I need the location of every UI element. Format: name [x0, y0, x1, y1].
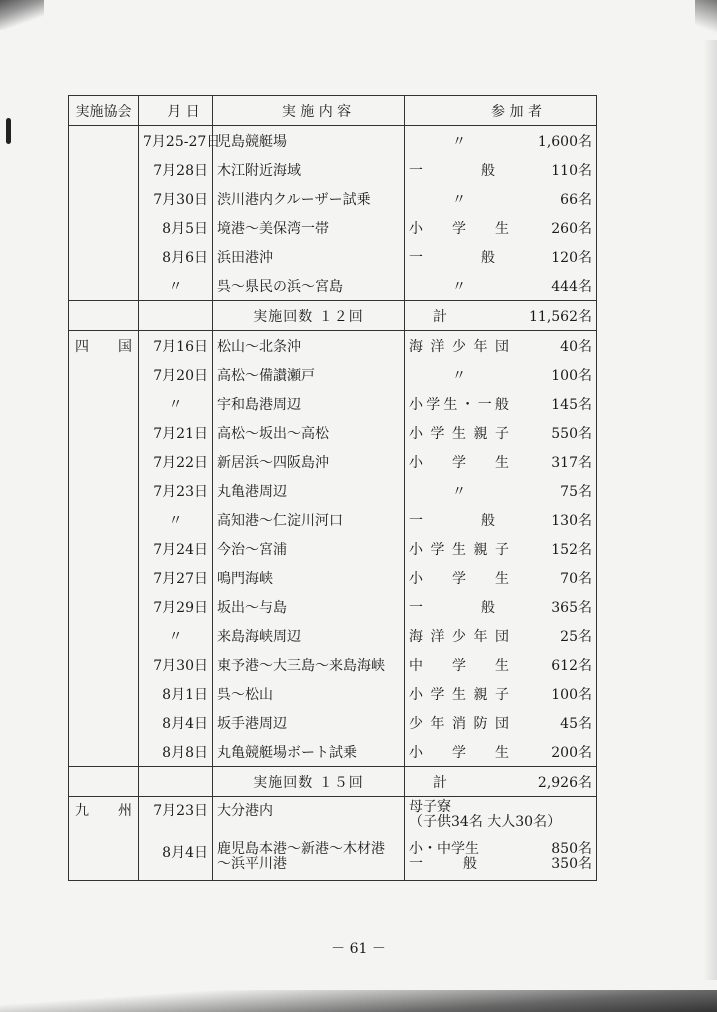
participants-count: 145名	[551, 396, 592, 413]
participants-count: 110名	[551, 162, 592, 179]
participants-cell	[405, 797, 597, 837]
participants-count: 75名	[560, 483, 592, 500]
total-sum-value: 2,926名	[537, 774, 592, 791]
total-sum-cell	[405, 767, 597, 797]
total-sum-value: 11,562名	[529, 308, 592, 325]
content-cell: 浜田港沖	[213, 242, 405, 271]
region-cell	[69, 389, 139, 418]
participants-cell	[405, 242, 597, 271]
content-line: ～浜平川港	[217, 856, 287, 872]
date-cell: 8月6日	[139, 242, 213, 271]
participants-cell	[405, 184, 597, 213]
content-cell: 呉～松山	[213, 679, 405, 708]
participants-cell	[405, 389, 597, 418]
participants-category: 海洋少年団	[409, 628, 509, 645]
region-cell	[69, 592, 139, 621]
region-cell	[69, 126, 139, 156]
participants-count: 45名	[560, 715, 592, 732]
date-cell: 〃	[139, 389, 213, 418]
participants-cell	[405, 592, 597, 621]
table-row	[69, 621, 597, 650]
region-cell	[69, 184, 139, 213]
date-cell: 8月4日	[139, 836, 213, 881]
participants-count: 152名	[551, 541, 592, 558]
participants-count: 120名	[551, 249, 592, 266]
content-cell: 高松～坂出～高松	[213, 418, 405, 447]
participants-count: 25名	[560, 628, 592, 645]
date-cell: 7月24日	[139, 534, 213, 563]
total-sum-label: 計	[433, 308, 447, 325]
table-body-shikoku	[69, 331, 597, 797]
participants-category: 一般	[409, 162, 495, 179]
date-cell: 〃	[139, 271, 213, 301]
participants-cell	[405, 360, 597, 389]
date-cell: 8月1日	[139, 679, 213, 708]
table-row	[69, 213, 597, 242]
region-cell: 四 国	[69, 331, 139, 361]
date-cell: 7月30日	[139, 650, 213, 679]
table-row	[69, 563, 597, 592]
participants-category: 小学生親子	[409, 425, 509, 442]
scan-shadow-bottom	[0, 990, 717, 1012]
table-row	[69, 797, 597, 837]
table-row	[69, 331, 597, 361]
participants-category: 〃	[452, 278, 466, 295]
participants-category: 一般	[409, 512, 495, 529]
table-header-row	[69, 96, 597, 126]
participants-category: 小学生	[409, 570, 509, 587]
date-cell: 7月21日	[139, 418, 213, 447]
event-table	[68, 95, 597, 881]
content-line: 鹿児島本港～新港～木材港	[217, 841, 385, 857]
content-cell: 東予港～大三島～来島海峡	[213, 650, 405, 679]
participants-cell	[405, 331, 597, 361]
participants-category: 〃	[452, 483, 466, 500]
participants-category: 〃	[452, 133, 466, 150]
table-row	[69, 184, 597, 213]
date-cell: 7月22日	[139, 447, 213, 476]
region-cell	[69, 650, 139, 679]
content-cell: 児島競艇場	[213, 126, 405, 156]
scan-shadow-right	[703, 40, 717, 980]
region-cell	[69, 242, 139, 271]
content-cell: 高知港～仁淀川河口	[213, 505, 405, 534]
content-cell: 今治～宮浦	[213, 534, 405, 563]
region-cell	[69, 301, 139, 331]
participants-count: 350名	[551, 856, 592, 872]
table-row	[69, 708, 597, 737]
participants-cell	[405, 155, 597, 184]
participants-count: 1,600名	[537, 133, 592, 150]
table-row	[69, 505, 597, 534]
content-cell: 宇和島港周辺	[213, 389, 405, 418]
participants-cell	[405, 213, 597, 242]
region-cell	[69, 213, 139, 242]
region-cell	[69, 418, 139, 447]
content-cell: 坂出～与島	[213, 592, 405, 621]
content-cell: 鳴門海峡	[213, 563, 405, 592]
region-cell	[69, 836, 139, 881]
region-cell	[69, 360, 139, 389]
table-row	[69, 534, 597, 563]
participants-count: 100名	[551, 686, 592, 703]
participants-count: 70名	[560, 570, 592, 587]
content-cell: 木江附近海域	[213, 155, 405, 184]
participants-cell	[405, 534, 597, 563]
date-cell: 7月27日	[139, 563, 213, 592]
content-cell: 松山～北条沖	[213, 331, 405, 361]
content-cell: 境港～美保湾一帯	[213, 213, 405, 242]
participants-count: 550名	[551, 425, 592, 442]
table-row	[69, 447, 597, 476]
date-cell: 8月4日	[139, 708, 213, 737]
region-cell	[69, 505, 139, 534]
content-cell: 高松～備讃瀬戸	[213, 360, 405, 389]
participants-category: 小学生・一般	[409, 396, 509, 413]
content-cell	[213, 836, 405, 881]
participants-count: 100名	[551, 367, 592, 384]
date-cell: 8月5日	[139, 213, 213, 242]
table-body-kyushu	[69, 797, 597, 881]
table-row	[69, 836, 597, 881]
region-cell	[69, 563, 139, 592]
table-row	[69, 155, 597, 184]
content-cell: 呉～県民の浜～宮島	[213, 271, 405, 301]
date-cell: 7月28日	[139, 155, 213, 184]
participants-category: 小学生親子	[409, 686, 509, 703]
table-row	[69, 126, 597, 156]
scan-punch-mark	[6, 118, 11, 144]
participants-cell	[405, 271, 597, 301]
page-number: － 61 －	[331, 941, 386, 957]
participants-count: 200名	[551, 744, 592, 761]
total-row	[69, 301, 597, 331]
date-cell: 7月20日	[139, 360, 213, 389]
participants-cell	[405, 563, 597, 592]
region-cell	[69, 155, 139, 184]
participants-category: 一般	[409, 249, 495, 266]
participants-category: 小学生	[409, 220, 509, 237]
participants-cell	[405, 621, 597, 650]
date-cell: 〃	[139, 621, 213, 650]
header-association: 実施協会	[69, 96, 139, 126]
participants-line: （子供34名 大人30名）	[409, 814, 562, 830]
total-sum-label: 計	[433, 774, 447, 791]
content-cell: 坂手港周辺	[213, 708, 405, 737]
date-cell	[139, 301, 213, 331]
region-cell	[69, 447, 139, 476]
date-cell: 7月25-27日	[139, 126, 213, 156]
region-cell	[69, 534, 139, 563]
participants-category: 〃	[452, 367, 466, 384]
date-cell: 〃	[139, 505, 213, 534]
participants-category: 少年消防団	[409, 715, 509, 732]
participants-cell	[405, 836, 597, 881]
table-row	[69, 476, 597, 505]
header-date: 月 日	[139, 96, 213, 126]
participants-count: 40名	[560, 338, 592, 355]
participants-cell	[405, 650, 597, 679]
scan-shadow-top-right	[695, 0, 717, 40]
date-cell: 7月16日	[139, 331, 213, 361]
table-row	[69, 242, 597, 271]
date-cell: 7月29日	[139, 592, 213, 621]
region-cell	[69, 621, 139, 650]
table-row	[69, 592, 597, 621]
header-participants: 参 加 者	[405, 96, 597, 126]
participants-category: 一般	[409, 599, 495, 616]
date-cell: 7月30日	[139, 184, 213, 213]
participants-count: 130名	[551, 512, 592, 529]
content-cell: 新居浜～四阪島沖	[213, 447, 405, 476]
header-content: 実 施 内 容	[213, 96, 405, 126]
date-cell: 7月23日	[139, 476, 213, 505]
participants-count: 850名	[551, 841, 592, 857]
table-row	[69, 650, 597, 679]
total-count-label: 実施回数 １２回	[213, 301, 405, 331]
table-row	[69, 418, 597, 447]
participants-cell	[405, 505, 597, 534]
content-cell: 丸亀競艇場ボート試乗	[213, 737, 405, 767]
scan-shadow-top-left	[0, 0, 44, 30]
region-cell	[69, 767, 139, 797]
date-cell: 7月23日	[139, 797, 213, 837]
participants-count: 444名	[551, 278, 592, 295]
table-row	[69, 360, 597, 389]
participants-category: 小学生	[409, 744, 509, 761]
region-cell	[69, 271, 139, 301]
content-cell: 大分港内	[213, 797, 405, 837]
participants-cell	[405, 418, 597, 447]
participants-count: 365名	[551, 599, 592, 616]
participants-count: 612名	[551, 657, 592, 674]
participants-category: 小学生親子	[409, 541, 509, 558]
participants-count: 66名	[560, 191, 592, 208]
participants-cell	[405, 126, 597, 156]
content-cell: 来島海峡周辺	[213, 621, 405, 650]
participants-cell	[405, 737, 597, 767]
participants-count: 260名	[551, 220, 592, 237]
participants-cell	[405, 476, 597, 505]
region-cell	[69, 476, 139, 505]
table-row	[69, 737, 597, 767]
total-sum-cell	[405, 301, 597, 331]
participants-category: 小学生	[409, 454, 509, 471]
content-cell: 渋川港内クルーザー試乗	[213, 184, 405, 213]
participants-category: 海洋少年団	[409, 338, 509, 355]
region-cell	[69, 708, 139, 737]
participants-category: 中学生	[409, 657, 509, 674]
participants-category: 一般	[409, 856, 477, 872]
date-cell	[139, 767, 213, 797]
table-body-top	[69, 126, 597, 331]
total-row	[69, 767, 597, 797]
participants-cell	[405, 447, 597, 476]
participants-cell	[405, 708, 597, 737]
region-cell	[69, 679, 139, 708]
region-cell	[69, 737, 139, 767]
content-cell: 丸亀港周辺	[213, 476, 405, 505]
table-row	[69, 679, 597, 708]
total-count-label: 実施回数 １５回	[213, 767, 405, 797]
participants-cell	[405, 679, 597, 708]
table-row	[69, 271, 597, 301]
region-cell: 九 州	[69, 797, 139, 837]
participants-category: 小・中学生	[409, 841, 479, 857]
participants-count: 317名	[551, 454, 592, 471]
date-cell: 8月8日	[139, 737, 213, 767]
table-row	[69, 389, 597, 418]
participants-category: 〃	[452, 191, 466, 208]
participants-line: 母子寮	[409, 799, 451, 815]
